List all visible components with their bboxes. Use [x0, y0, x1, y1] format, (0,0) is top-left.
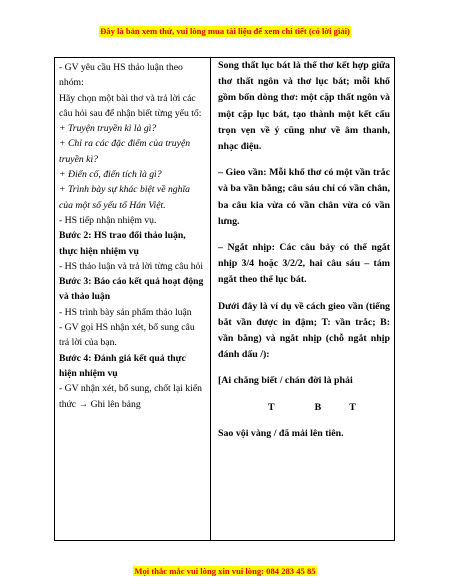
poem-line-2: Sao vội vàng / đã mải lên tiên.	[218, 427, 344, 439]
preview-banner	[0, 0, 450, 40]
left-line: Hãy chọn một bài thơ và trả lời các câu hỏi sau để nhận biết từng yếu tố:	[59, 92, 202, 119]
left-line: + Truyện truyền kì là gì?	[59, 123, 157, 135]
rhythm-paragraph: – Ngắt nhịp: Các câu bảy có thể ngắt nhịp 3/4 hoặc 3/2/2, hai câu sáu – tám ngắt theo thể lục bát.	[218, 242, 390, 286]
left-line: + Điển cố, điển tích là gì?	[59, 169, 162, 181]
left-line: - HS thảo luận và trả lời từng câu hỏi	[59, 260, 204, 272]
step-heading: Bước 4: Đánh giá kết quả thực hiện nhiệm vụ	[59, 352, 186, 379]
left-line: - GV yêu cầu HS thảo luận theo nhóm:	[59, 62, 183, 89]
contact-notice: Mọi thắc mắc vui lòng xin vui lòng: 084 283 45 85	[134, 566, 316, 576]
left-line: - HS tiếp nhận nhiệm vụ.	[59, 214, 157, 226]
contact-footer	[0, 561, 450, 579]
example-intro: Dưới đây là ví dụ về cách gieo vần (tiếng bắt vần được in đậm; T: vần trắc; B: vần bằng) và ngắt nhịp (chỗ ngắt nhịp đánh dấu /):	[218, 300, 390, 361]
left-column	[59, 60, 205, 412]
lesson-table	[54, 57, 395, 541]
left-line: + Trình bày sự khác biệt về nghĩa của một số yếu tố Hán Việt.	[59, 184, 191, 211]
poem-line-1: [Ai chẳng biết / chán đời là phải	[218, 375, 353, 387]
definition-paragraph: Song thất lục bát là thể thơ kết hợp giữa thơ thất ngôn và thơ lục bát; mỗi khổ gồm bốn dòng thơ: một cặp thất ngôn và một cặp lục bát, tạo thành một kết cấu trọn vẹn về ý cũng như về âm thanh, nhạc điệu.	[218, 60, 390, 153]
rhyme-mark: B	[314, 401, 322, 413]
rhyme-mark: T	[349, 401, 356, 413]
step-heading: Bước 3: Báo cáo kết quả hoạt động và thảo luận	[59, 276, 204, 303]
left-line: + Chỉ ra các đặc điểm của truyện truyền kì?	[59, 138, 191, 165]
left-line: - GV gọi HS nhận xét, bổ sung câu trả lời của bạn.	[59, 322, 195, 349]
right-column	[218, 58, 390, 442]
rhyme-mark: T	[268, 401, 275, 413]
column-divider	[210, 58, 211, 540]
step-heading: Bước 2: HS trao đổi thảo luận, thực hiện nhiệm vụ	[59, 230, 186, 257]
rhyme-marks	[218, 400, 390, 416]
left-line: - GV nhận xét, bổ sung, chốt lại kiến thức → Ghi lên bảng	[59, 383, 202, 410]
preview-notice: Đây là bản xem thử, vui lòng mua tài liệu để xem chi tiết (có lời giải)	[100, 26, 350, 36]
left-line: - HS trình bày sản phẩm thảo luận	[59, 306, 192, 318]
rhyme-paragraph: – Gieo vần: Mỗi khổ thơ có một vần trắc và ba vần bằng; câu sáu chỉ có vần chân, ba câu kia vừa có vần chân vừa có vần lưng.	[218, 167, 390, 227]
